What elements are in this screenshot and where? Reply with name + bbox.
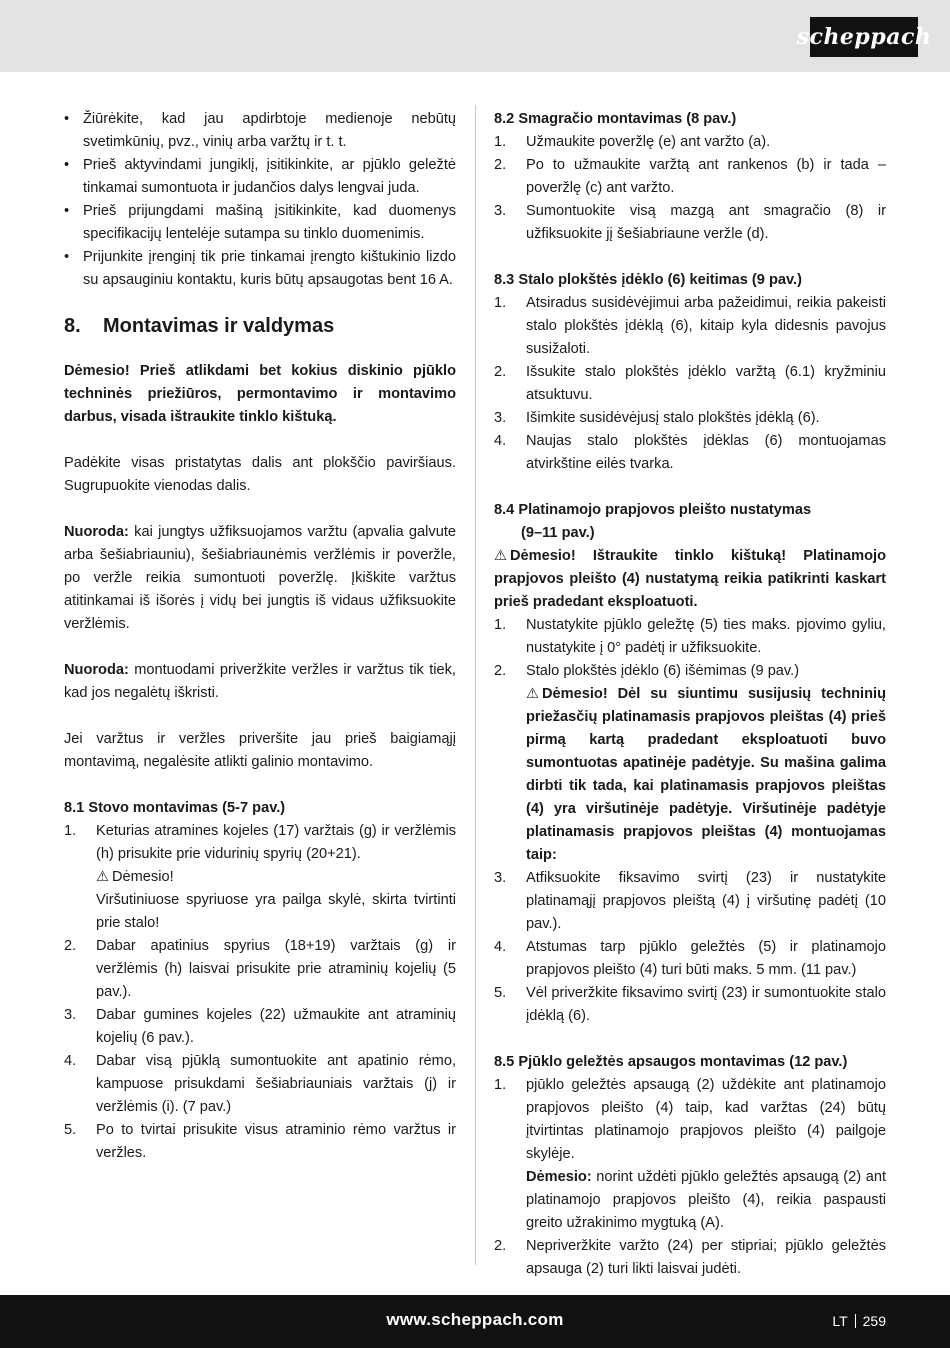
bullet-icon: • (64, 157, 70, 173)
subsection-title: 8.4 Platinamojo prapjovos pleišto nustatymas (494, 502, 812, 518)
list-item: 4. Naujas stalo plokštės įdėklas (6) montuojamas atvirkštine eilės tvarka. (494, 433, 886, 472)
info-paragraph: Jei varžtus ir veržles priveršite jau prieš baigiamąjį montavimą, negalėsite atlikti galinio montavimo. (64, 731, 456, 770)
bullet-item: • Prieš prijungdami mašiną įsitikinkite, kad duomenys specifikacijų lentelėje sutampa su tinklo duomenimis. (64, 200, 456, 246)
warning-icon: ⚠ (494, 548, 508, 564)
list-item: 3. Dabar gumines kojeles (22) užmaukite ant atraminių kojelių (6 pav.). (64, 1007, 456, 1046)
note-paragraph: Nuoroda: montuodami priveržkite veržles ir varžtus tik tiek, kad jos negalėtų iškristi. (64, 662, 456, 701)
page-header (0, 0, 950, 72)
bullet-icon: • (64, 249, 70, 265)
list-item: 2. Dabar apatinius spyrius (18+19) varžtais (g) ir veržlėmis (h) laisvai prisukite prie atraminių kojelių (5 pav.). (64, 938, 456, 1000)
list-item: 4. Atstumas tarp pjūklo geležtės (5) ir platinamojo prapjovos pleišto (4) turi būti maks. 5 mm. (11 pav.) (494, 939, 886, 978)
bullet-icon: • (64, 203, 70, 219)
list-item: 1. Atsiradus susidėvėjimui arba pažeidimui, reikia pakeisti stalo plokštės įdėklą (6), kitaip kyla didesnis pavojus susižaloti. (494, 295, 886, 357)
bullet-item: • Žiūrėkite, kad jau apdirbtoje medienoje nebūtų svetimkūnių, pvz., vinių arba varžtų ir t. t. (64, 108, 456, 154)
list-item: 1. Keturias atramines kojeles (17) varžtais (g) ir veržlėmis (h) prisukite prie vidurinių spyrių (20+21). ⚠ Dėmesio! Viršutiniuose spyriuose yra pailga skylė, skirta tvirtinti prie stalo! (64, 823, 456, 931)
note-paragraph: Nuoroda: kai jungtys užfiksuojamos varžtu (apvalia galvute arba šešiabriauniu), šešiabriaunėmis veržlėmis ir poveržle, po veržle reikia sumontuoti poveržlę. Įkiškite varžtus atitinkamai iš išorės į vidų bei jungtis iš vidaus užfiksuokite veržlėmis. (64, 524, 456, 632)
bullet-item: • Prieš aktyvindami jungiklį, įsitikinkite, ar pjūklo geležtė tinkamai sumontuota ir judančios dalys lengvai juda. (64, 154, 456, 200)
intro-paragraph: Padėkite visas pristatytas dalis ant plokščio paviršiaus. Sugrupuokite vienodas dalis. (64, 455, 456, 494)
website-link[interactable]: www.scheppach.com (386, 1310, 564, 1329)
list-item: 3. Atfiksuokite fiksavimo svirtį (23) ir nustatykite platinamąjį prapjovos pleištą (4) į viršutinę padėtį (10 pav.). (494, 870, 886, 932)
list-item: 5. Po to tvirtai prisukite visus atraminio rėmo varžtus ir veržles. (64, 1122, 456, 1161)
list-item: 2. Po to užmaukite varžtą ant rankenos (b) ir tada – poveržlę (c) ant varžto. (494, 157, 886, 196)
list-item: 2. Stalo plokštės įdėklo (6) išėmimas (9 pav.) ⚠ Dėmesio! Dėl su siuntimu susijusių techninių priežasčių platinamasis prapjovos pleištas (4) prieš pirmą kartą pradedant eksploatuoti buvo sumontuotas apatinėje padėtyje. Su mašina galima dirbti tik tada, kai platinamasis prapjovos pleištas (4) yra viršutinėje padėtyje. Viršutinėje padėtyje platinamasis prapjovos pleištas (4) montuojamas taip: (494, 663, 886, 863)
subsection-title: 8.3 Stalo plokštės įdėklo (6) keitimas (9 pav.) (494, 272, 802, 288)
list-item: 3. Sumontuokite visą mazgą ant smagračio (8) ir užfiksuokite jį šešiabriaune veržle (d). (494, 203, 886, 242)
scheppach-logo: scheppach (810, 17, 918, 57)
page-number: LT 259 (832, 1313, 886, 1329)
list-item: 1. Nustatykite pjūklo geležtę (5) ties maks. pjovimo gyliu, nustatykite į 0° padėtį ir užfiksuokite. (494, 617, 886, 656)
section-heading: 8. Montavimas ir valdymas (64, 315, 335, 337)
left-column (64, 108, 456, 1165)
warning-paragraph: ⚠ Dėmesio! Ištraukite tinklo kištuką! Platinamojo prapjovos pleišto (4) nustatymą reikia patikrinti kaskart prieš pradedant eksploatuoti. (494, 545, 886, 614)
subsection-title: 8.1 Stovo montavimas (5-7 pav.) (64, 800, 286, 816)
warning-icon: ⚠ (96, 869, 110, 885)
warning-paragraph: Dėmesio! Prieš atlikdami bet kokius diskinio pjūklo techninės priežiūros, permontavimo ir montavimo darbus, visada ištraukite tinklo kištuką. (64, 363, 456, 425)
list-item: 2. Nepriveržkite varžto (24) per stipriai; pjūklo geležtės apsauga (2) turi likti laisvai judėti. (494, 1238, 886, 1277)
list-item: 5. Vėl priveržkite fiksavimo svirtį (23) ir sumontuokite stalo įdėklą (6). (494, 985, 886, 1024)
subsection-title: 8.5 Pjūklo geležtės apsaugos montavimas (12 pav.) (494, 1054, 848, 1070)
bullet-icon: • (64, 111, 70, 127)
list-item: 2. Išsukite stalo plokštės įdėklo varžtą (6.1) kryžminiu atsuktuvu. (494, 364, 886, 403)
warning-icon: ⚠ (526, 686, 540, 702)
subsection-title-cont: (9–11 pav.) (521, 525, 595, 541)
list-item: 1. Užmaukite poveržlę (e) ant varžto (a). (494, 134, 771, 150)
bullet-item: • Prijunkite įrenginį tik prie tinkamai įrengto kištukinio lizdo su apsauginiu kontaktu, kuris būtų apsaugotas bent 16 A. (64, 246, 456, 292)
list-item: 4. Dabar visą pjūklą sumontuokite ant apatinio rėmo, kampuose prisukdami šešiabriauniais varžtais (j) ir veržlėmis (i). (7 pav.) (64, 1053, 456, 1115)
right-column (494, 108, 886, 1281)
list-item: 1. pjūklo geležtės apsaugą (2) uždėkite ant platinamojo prapjovos pleišto (4) taip, kad varžtas (24) būtų įtvirtintas platinamojo prapjovos pleišto (4) pailgoje skylėje. Dėmesio: norint uždėti pjūklo geležtės apsaugą (2) ant platinamojo prapjovos pleišto (4), reikia paspausti greito užrakinimo mygtuką (A). (494, 1077, 886, 1231)
subsection-title: 8.2 Smagračio montavimas (8 pav.) (494, 111, 737, 127)
column-divider (475, 105, 476, 1265)
page-footer (0, 1295, 950, 1348)
list-item: 3. Išimkite susidėvėjusį stalo plokštės įdėklą (6). (494, 410, 820, 426)
